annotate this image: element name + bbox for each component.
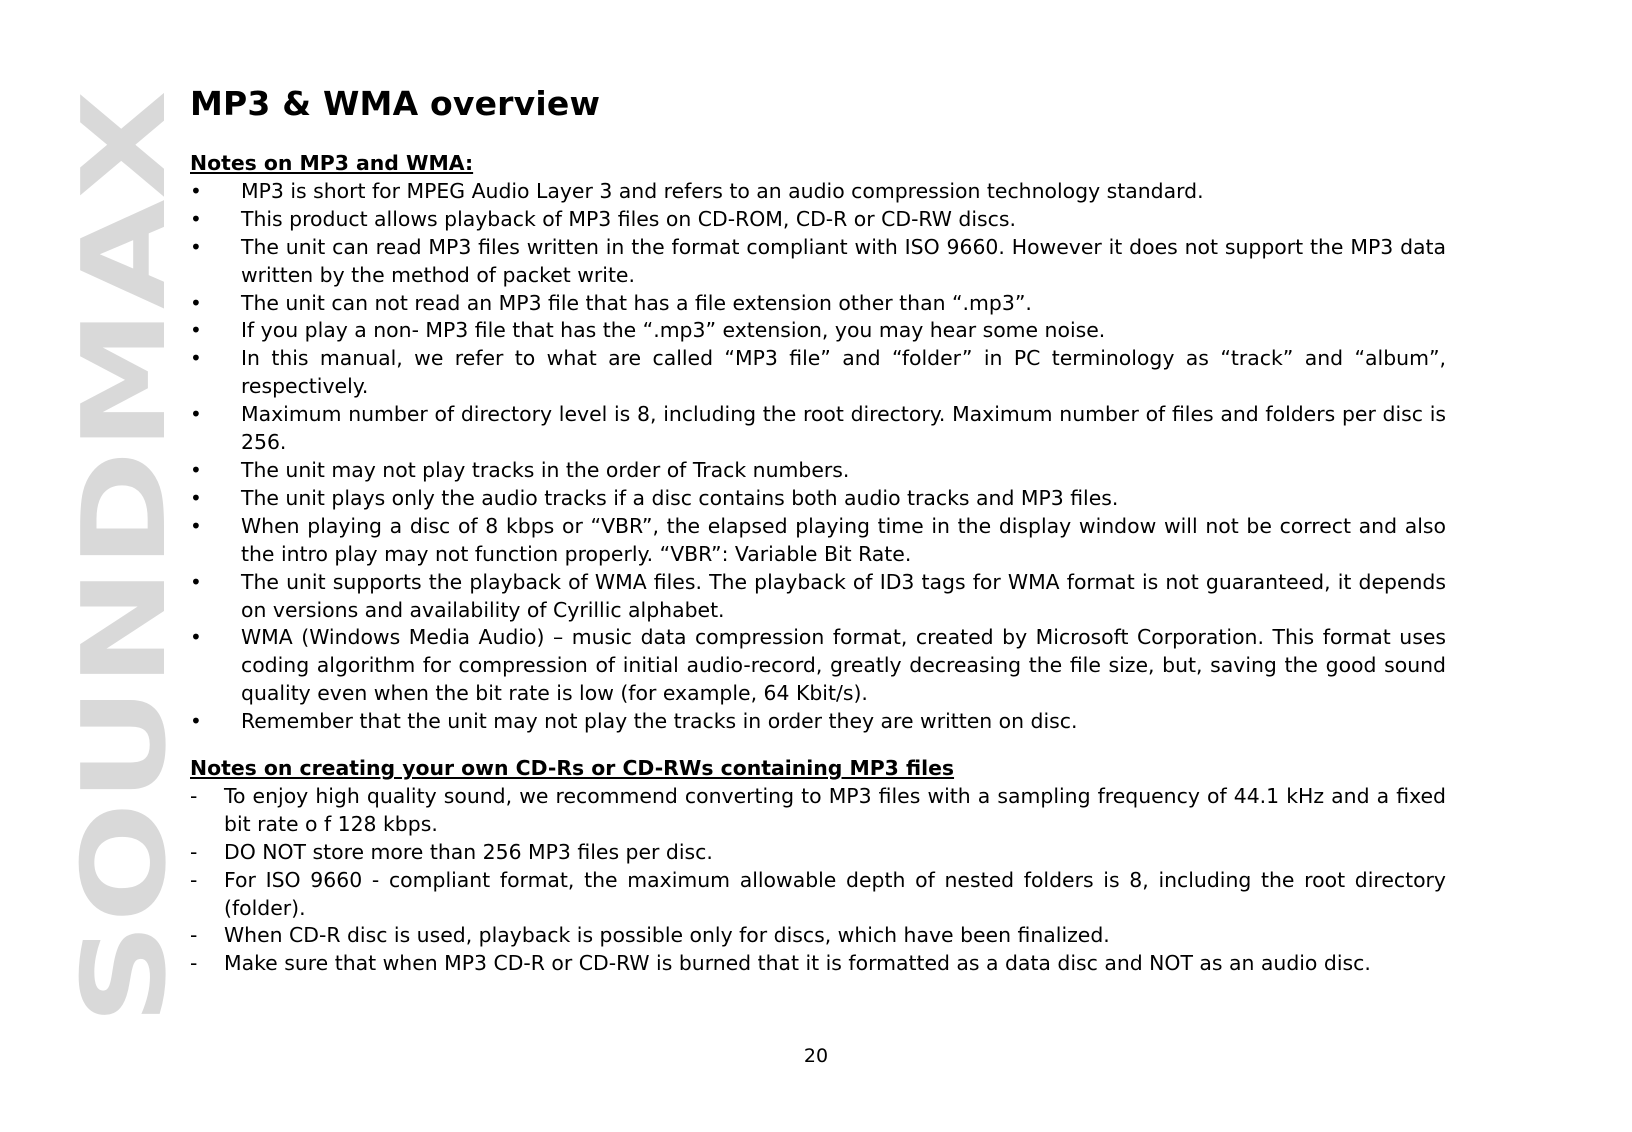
list-item: • Remember that the unit may not play the tracks in order they are written on disc. xyxy=(190,708,1446,736)
list-item: • WMA (Windows Media Audio) – music data compression format, created by Microsoft Corporation. This format uses coding algorithm for compression of initial audio-record, greatly decreasing the file size, but, saving the good sound quality even when the bit rate is low (for example, 64 Kbit/s). xyxy=(190,624,1446,708)
list-item: • When playing a disc of 8 kbps or “VBR”, the elapsed playing time in the display window will not be correct and also the intro play may not function properly. “VBR”: Variable Bit Rate. xyxy=(190,513,1446,569)
list-item: • MP3 is short for MPEG Audio Layer 3 and refers to an audio compression technology standard. xyxy=(190,178,1446,206)
list-item: • This product allows playback of MP3 files on CD-ROM, CD-R or CD-RW discs. xyxy=(190,206,1446,234)
document-body xyxy=(190,150,1446,978)
list-item: • The unit can not read an MP3 file that has a file extension other than “.mp3”. xyxy=(190,290,1446,318)
list-item: • The unit can read MP3 files written in the format compliant with ISO 9660. However it does not support the MP3 data written by the method of packet write. xyxy=(190,234,1446,290)
list-item: • The unit plays only the audio tracks if a disc contains both audio tracks and MP3 files. xyxy=(190,485,1446,513)
page-number: 20 xyxy=(803,1045,829,1067)
section-heading-creating-cds: Notes on creating your own CD-Rs or CD-RWs containing MP3 files xyxy=(190,756,955,781)
list-item: • The unit supports the playback of WMA files. The playback of ID3 tags for WMA format is not guaranteed, it depends on versions and availability of Cyrillic alphabet. xyxy=(190,569,1446,625)
list-item: - DO NOT store more than 256 MP3 files per disc. xyxy=(190,839,1446,867)
svg-text:SOUNDMAX: SOUNDMAX xyxy=(58,267,192,1025)
list-item: - When CD-R disc is used, playback is possible only for discs, which have been finalized. xyxy=(190,922,1446,950)
list-item: • If you play a non- MP3 file that has the “.mp3” extension, you may hear some noise. xyxy=(190,317,1446,345)
page-title: MP3 & WMA overview xyxy=(190,84,601,123)
list-item: • Maximum number of directory level is 8, including the root directory. Maximum number of files and folders per disc is 256. xyxy=(190,401,1446,457)
list-item: • The unit may not play tracks in the order of Track numbers. xyxy=(190,457,1446,485)
list-item: - For ISO 9660 - compliant format, the maximum allowable depth of nested folders is 8, including the root directory (folder). xyxy=(190,867,1446,923)
mp3-wma-notes-list xyxy=(190,178,1446,736)
list-item: - To enjoy high quality sound, we recommend converting to MP3 files with a sampling frequency of 44.1 kHz and a fixed bit rate o f 128 kbps. xyxy=(190,783,1446,839)
creating-cds-notes-list xyxy=(190,783,1446,978)
section-heading-mp3-wma-notes: Notes on MP3 and WMA: xyxy=(190,151,474,175)
soundmax-logo xyxy=(58,80,192,1040)
list-item: - Make sure that when MP3 CD-R or CD-RW is burned that it is formatted as a data disc and NOT as an audio disc. xyxy=(190,950,1446,978)
list-item: • In this manual, we refer to what are called “MP3 file” and “folder” in PC terminology as “track” and “album”, respectively. xyxy=(190,345,1446,401)
